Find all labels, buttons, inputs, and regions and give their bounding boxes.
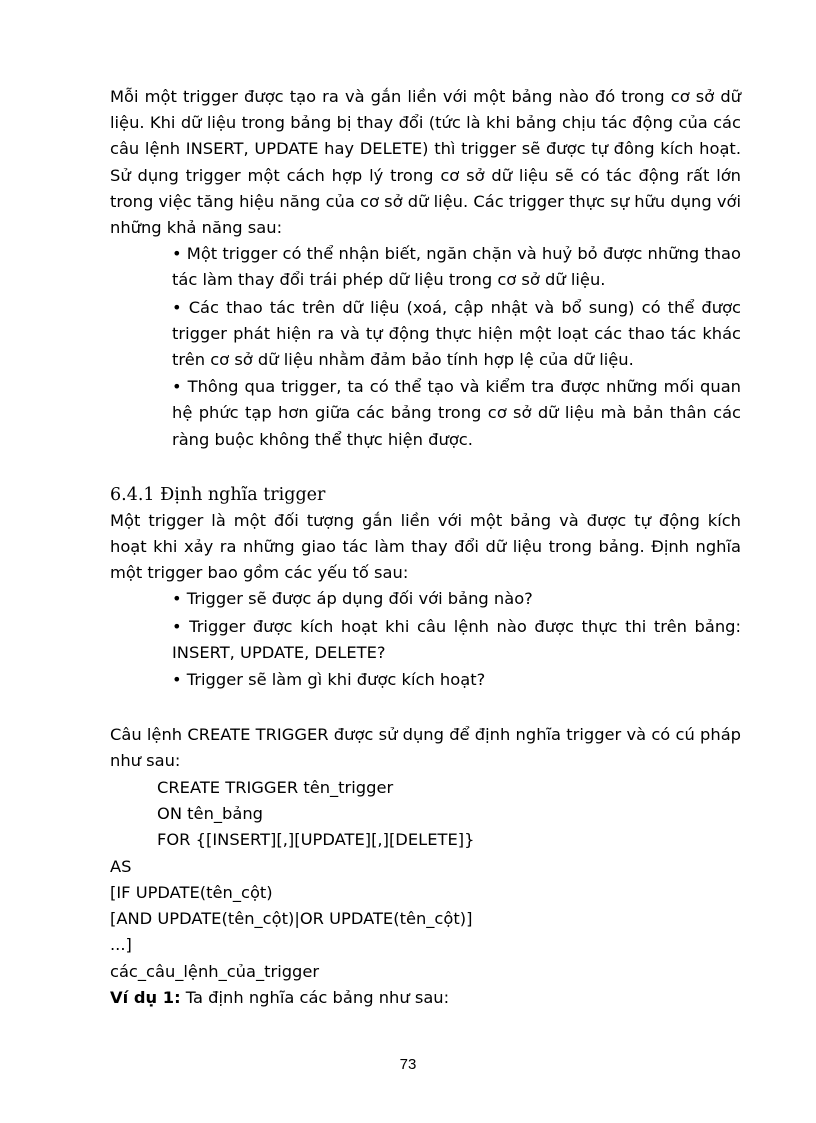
syntax-line: [AND UPDATE(tên_cột)|OR UPDATE(tên_cột)] [110, 909, 473, 929]
example-line [110, 985, 741, 1011]
example-label: Ví dụ 1: [110, 988, 181, 1008]
capability-bullet: • Các thao tác trên dữ liệu (xoá, cập nhật và bổ sung) có thể được trigger phát hiện ra và tự động thực hiện một loạt các thao tác khác trên cơ sở dữ liệu nhằm đảm bảo tính hợp lệ của dữ liệu. [172, 297, 741, 370]
syntax-line: ON tên_bảng [157, 803, 263, 823]
syntax-line: ...] [110, 935, 132, 955]
syntax-line: CREATE TRIGGER tên_trigger [157, 777, 394, 797]
syntax-intro: Câu lệnh CREATE TRIGGER được sử dụng để định nghĩa trigger và có cú pháp như sau: [110, 725, 741, 771]
paragraph-spacer [110, 694, 741, 722]
section-heading: 6.4.1 Định nghĩa trigger [110, 484, 326, 505]
definition-bullet: • Trigger sẽ được áp dụng đối với bảng nào? [172, 589, 533, 609]
syntax-line: FOR {[INSERT][,][UPDATE][,][DELETE]} [157, 830, 475, 850]
syntax-line: AS [110, 856, 132, 876]
page-number: 73 [399, 1056, 417, 1073]
syntax-block [110, 775, 741, 985]
syntax-line: [IF UPDATE(tên_cột) [110, 882, 273, 902]
definition-bullet: • Trigger sẽ làm gì khi được kích hoạt? [172, 670, 486, 690]
document-page [110, 84, 741, 1011]
section-spacer [110, 454, 741, 482]
syntax-line: các_câu_lệnh_của_trigger [110, 961, 320, 981]
definition-paragraph: Một trigger là một đối tượng gắn liền với một bảng và được tự động kích hoạt khi xảy ra những giao tác làm thay đổi dữ liệu trong bảng. Định nghĩa một trigger bao gồm các yếu tố sau: [110, 510, 741, 583]
definition-bullet: • Trigger được kích hoạt khi câu lệnh nào được thực thi trên bảng: INSERT, UPDATE, DELETE? [172, 616, 741, 662]
capability-bullet-list [110, 241, 741, 453]
example-text: Ta định nghĩa các bảng như sau: [180, 988, 450, 1008]
intro-paragraph: Mỗi một trigger được tạo ra và gắn liền với một bảng nào đó trong cơ sở dữ liệu. Khi dữ liệu trong bảng bị thay đổi (tức là khi bảng chịu tác động của các câu lệnh INSERT, UPDATE hay DELETE) thì trigger sẽ được tự đông kích hoạt. Sử dụng trigger một cách hợp lý trong cơ sở dữ liệu sẽ có tác động rất lớn trong việc tăng hiệu năng của cơ sở dữ liệu. Các trigger thực sự hữu dụng với những khả năng sau: [110, 87, 741, 238]
definition-bullet-list [110, 586, 741, 693]
capability-bullet: • Thông qua trigger, ta có thể tạo và kiểm tra được những mối quan hệ phức tạp hơn giữa các bảng trong cơ sở dữ liệu mà bản thân các ràng buộc không thể thực hiện được. [172, 377, 741, 449]
capability-bullet: • Một trigger có thể nhận biết, ngăn chặn và huỷ bỏ được những thao tác làm thay đổi trái phép dữ liệu trong cơ sở dữ liệu. [172, 244, 741, 290]
